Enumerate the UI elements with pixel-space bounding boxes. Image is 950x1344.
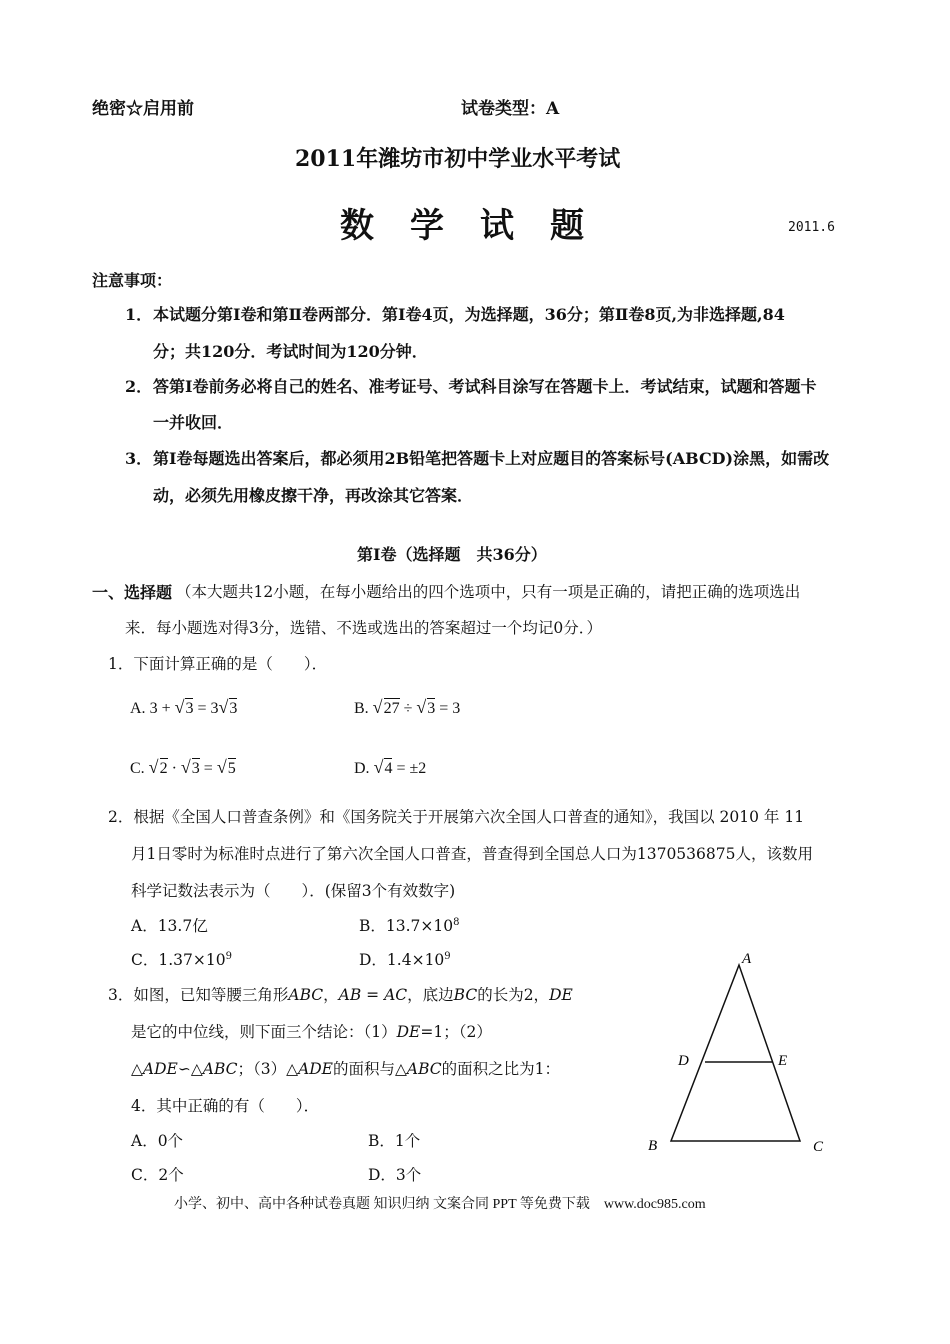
point-d-label: D — [678, 1053, 689, 1069]
q2-option-c: C．$1.37\times 10^9$ — [131, 950, 232, 969]
note-3-line2: 动，必须先用橡皮擦干净，再改涂其它答案． — [153, 486, 474, 505]
vertex-b-label: B — [648, 1138, 658, 1154]
q3-line3: △ADE∽△ABC；（3）△ADE的面积与△ABC的面积之比为1： — [131, 1060, 561, 1078]
footer-text: 小学、初中、高中各种试卷真题 知识归纳 文案合同 PPT 等免费下载 www.doc985.com — [174, 1197, 706, 1212]
note-3-num: 3． — [125, 449, 153, 468]
section-desc-line2: 来．每小题选对得3分，选错、不选或选出的答案超过一个均记0分．） — [125, 619, 602, 637]
exam-date: 2011.6 — [788, 220, 835, 235]
q3-option-c: C．2个 — [131, 1166, 184, 1184]
note-1-line1: 本试题分第Ⅰ卷和第Ⅱ卷两部分．第Ⅰ卷4页，为选择题，36分；第Ⅱ卷8页,为非选择题,84 — [153, 305, 785, 324]
q2-line1: 2．根据《全国人口普查条例》和《国务院关于开展第六次全国人口普查的通知》，我国以 2010 年 11 — [108, 808, 805, 826]
section-label: 一、选择题 — [92, 583, 173, 602]
note-1-num: 1． — [125, 305, 153, 324]
notes-heading: 注意事项： — [92, 271, 173, 290]
q3-line4: 4．其中正确的有（ ）． — [131, 1097, 320, 1115]
q3-line2: 是它的中位线，则下面三个结论：（1）DE=1；（2） — [131, 1023, 492, 1041]
q2-option-b: B．$13.7\times 10^8$ — [359, 916, 460, 935]
exam-title: 2011年潍坊市初中学业水平考试 — [295, 146, 621, 172]
q1-stem: 1．下面计算正确的是（ ）． — [108, 655, 328, 673]
point-e-label: E — [778, 1053, 788, 1069]
secret-label: 绝密☆启用前 — [92, 99, 194, 119]
vertex-c-label: C — [813, 1139, 824, 1155]
q2-line3: 科学记数法表示为（ ）．(保留3个有效数字) — [131, 882, 456, 900]
paper-type: 试卷类型：A — [461, 99, 560, 119]
note-2-line1: 答第Ⅰ卷前务必将自己的姓名、准考证号、考试科目涂写在答题卡上．考试结束，试题和答题卡 — [153, 377, 817, 396]
q1-option-c: C. √2 · √3 = √5 — [130, 757, 236, 777]
q3-option-d: D．3个 — [368, 1166, 422, 1184]
q2-line2: 月1日零时为标准时点进行了第六次全国人口普查，普查得到全国总人口为1370536875人，该数用 — [131, 845, 813, 863]
subject-title: 数学试题 — [340, 206, 620, 246]
q2-option-a: A．13.7亿 — [131, 917, 208, 935]
note-2-line2: 一并收回． — [153, 413, 234, 432]
note-1-line2: 分；共120分．考试时间为120分钟． — [153, 342, 428, 361]
q3-line1: 3．如图，已知等腰三角形ABC，AB = AC，底边BC的长为2，DE — [108, 986, 573, 1004]
section-desc-line1: （本大题共12小题，在每小题给出的四个选项中，只有一项是正确的，请把正确的选项选出 — [176, 583, 801, 601]
q3-option-a: A．0个 — [131, 1132, 184, 1150]
q1-option-d: D. √4 = ±2 — [354, 757, 427, 777]
vertex-a-label: A — [742, 951, 752, 967]
q3-option-b: B．1个 — [368, 1132, 421, 1150]
triangle-figure — [640, 945, 840, 1160]
note-2-num: 2． — [125, 377, 153, 396]
q1-option-b: B. √27 ÷ √3 = 3 — [354, 697, 461, 717]
q2-option-d: D．$1.4\times 10^9$ — [359, 950, 451, 969]
note-3-line1: 第Ⅰ卷每题选出答案后，都必须用2B铅笔把答题卡上对应题目的答案标号(ABCD)涂黑，如需改 — [153, 449, 830, 468]
q1-option-a: A. 3 + √3 = 3√3 — [130, 697, 238, 717]
section-title: 第Ⅰ卷（选择题 共36分） — [357, 545, 547, 564]
